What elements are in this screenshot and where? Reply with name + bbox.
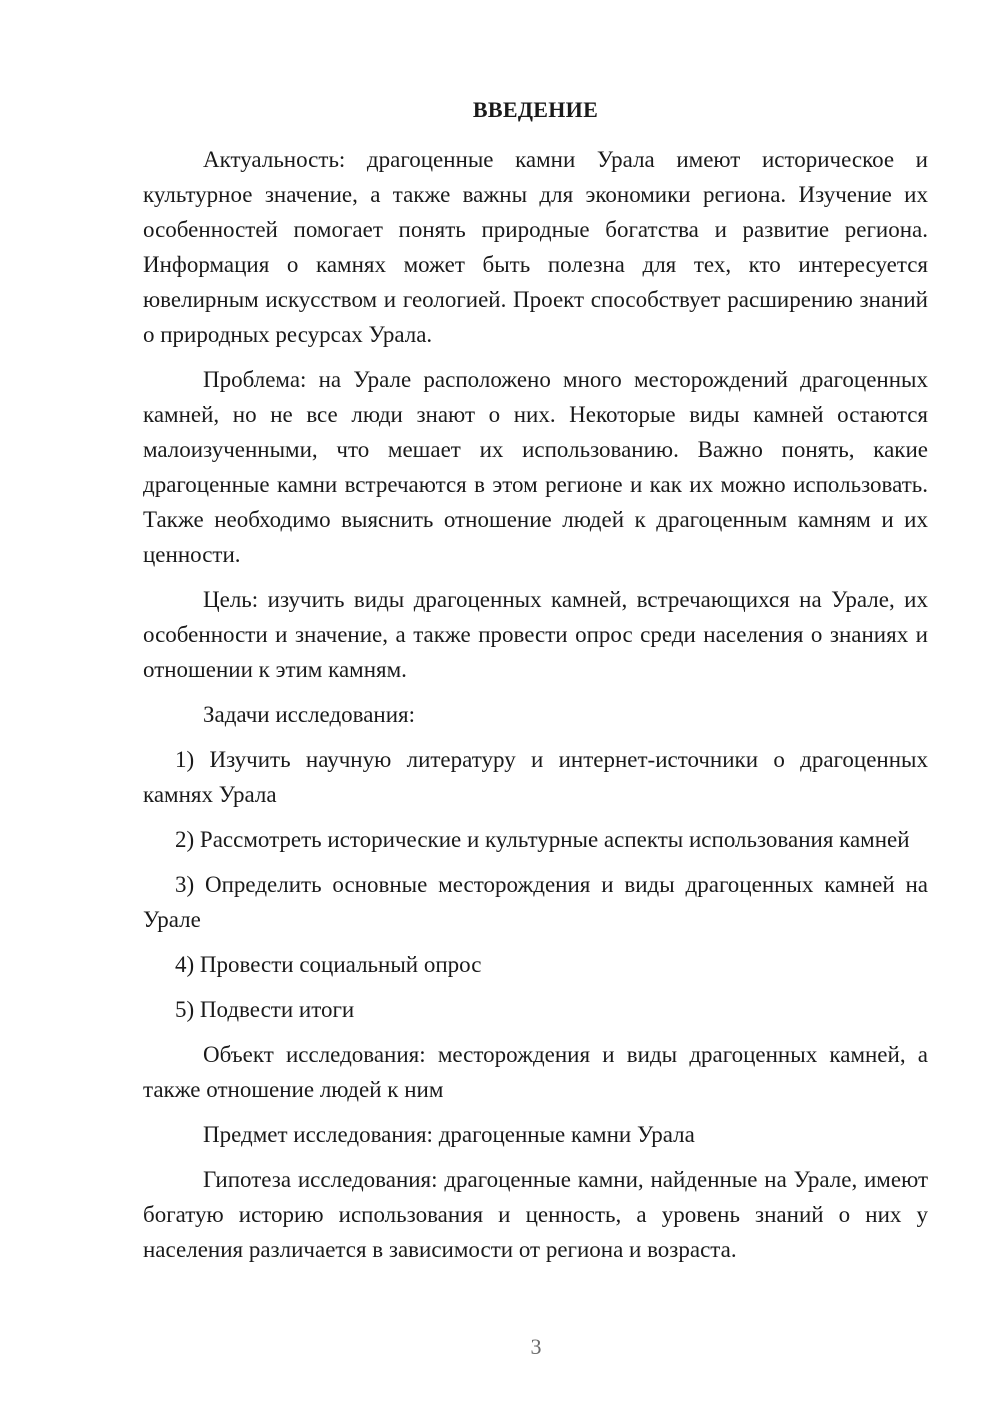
- problem-paragraph: Проблема: на Урале расположено много месторождений драгоценных камней, но не все люди знают о них. Некоторые виды камней остаются малоизученными, что мешает их использованию. Важно понять, какие драгоценные камни встречаются в этом регионе и как их можно использовать. Также необходимо выяснить отношение людей к драгоценным камням и их ценности.: [143, 367, 928, 567]
- task-item-5: 5) Подвести итоги: [175, 997, 355, 1022]
- hypothesis-paragraph: Гипотеза исследования: драгоценные камни, найденные на Урале, имеют богатую историю использования и ценность, а уровень знаний о них у населения различается в зависимости от региона и возраста.: [143, 1167, 928, 1262]
- object-paragraph: Объект исследования: месторождения и виды драгоценных камней, а также отношение людей к ним: [143, 1042, 928, 1102]
- page-number: 3: [530, 1334, 542, 1359]
- task-item-1: 1) Изучить научную литературу и интернет-источники о драгоценных камнях Урала: [143, 747, 928, 807]
- page-content: [143, 94, 928, 1277]
- task-item-4: 4) Провести социальный опрос: [175, 952, 482, 977]
- task-item-3: 3) Определить основные месторождения и виды драгоценных камней на Урале: [143, 872, 928, 932]
- goal-paragraph: Цель: изучить виды драгоценных камней, встречающихся на Урале, их особенности и значение, а также провести опрос среди населения о знаниях и отношении к этим камням.: [143, 587, 928, 682]
- tasks-title: Задачи исследования:: [203, 702, 416, 727]
- subject-paragraph: Предмет исследования: драгоценные камни Урала: [203, 1122, 695, 1147]
- section-heading: ВВЕДЕНИЕ: [472, 97, 599, 122]
- task-item-2: 2) Рассмотреть исторические и культурные аспекты использования камней: [175, 827, 910, 852]
- relevance-paragraph: Актуальность: драгоценные камни Урала имеют историческое и культурное значение, а также важны для экономики региона. Изучение их особенностей помогает понять природные богатства и развитие региона. Информация о камнях может быть полезна для тех, кто интересуется ювелирным искусством и геологией. Проект способствует расширению знаний о природных ресурсах Урала.: [143, 147, 928, 347]
